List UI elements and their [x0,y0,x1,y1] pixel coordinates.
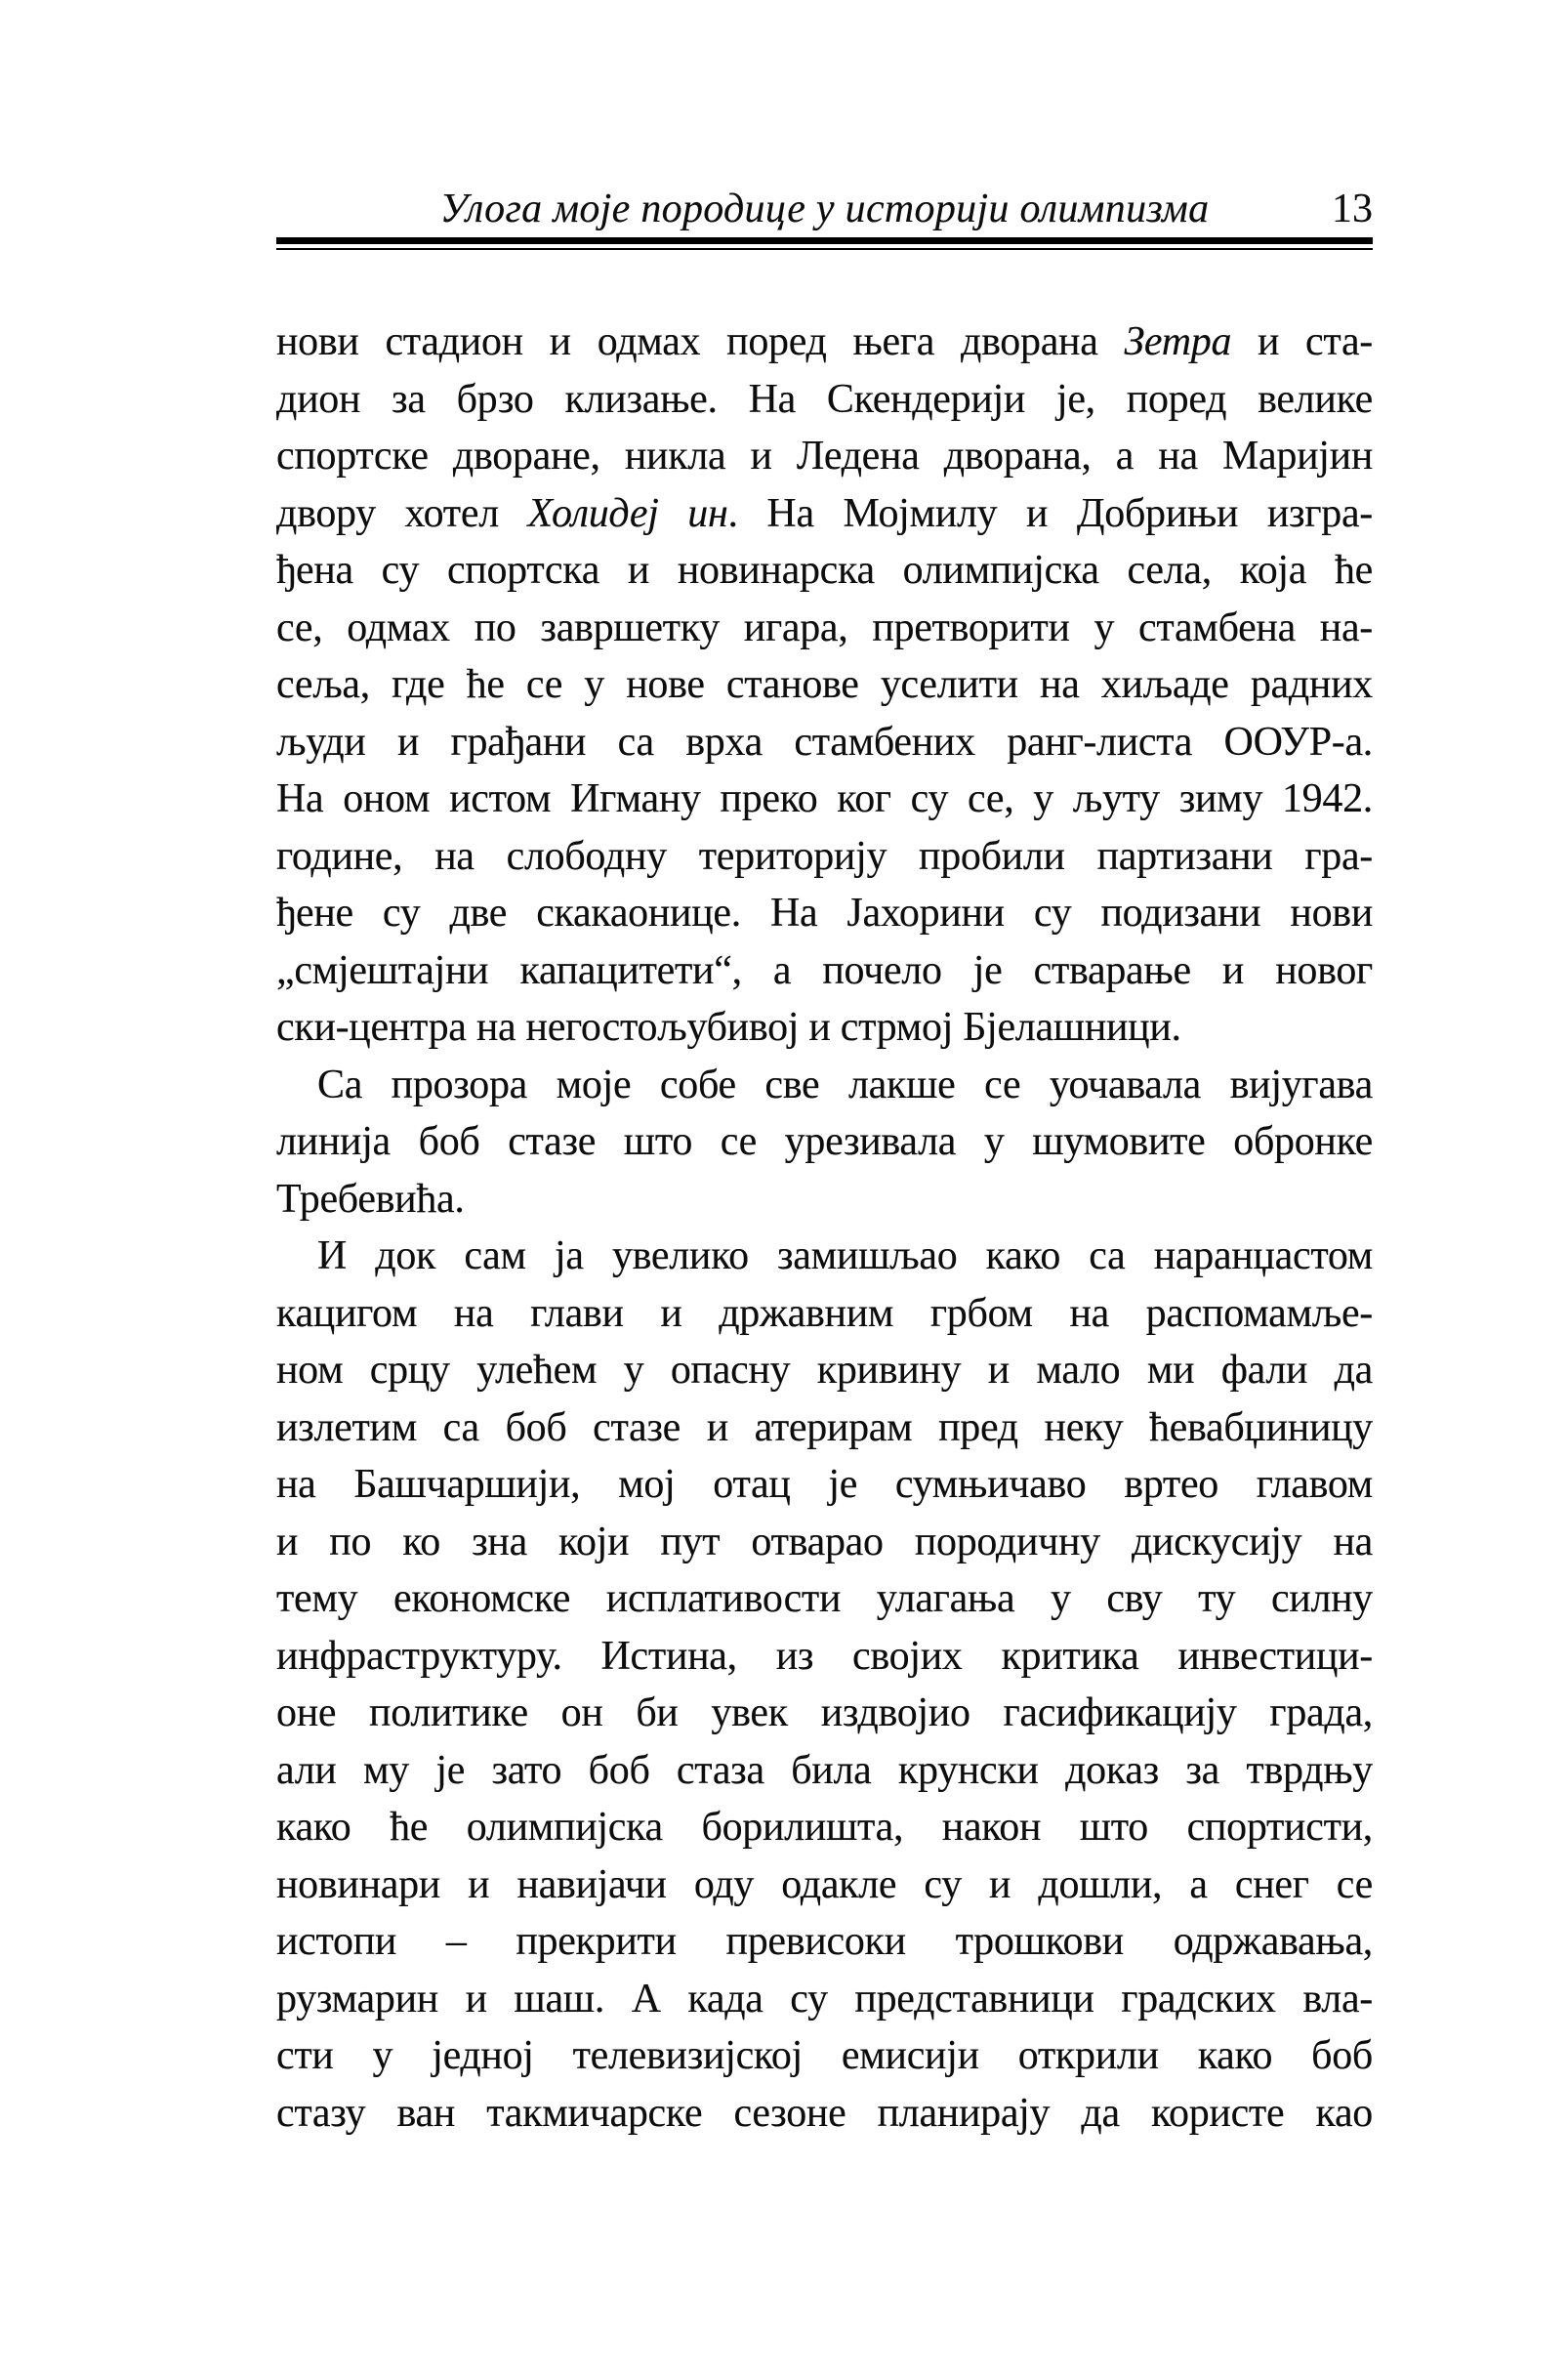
text-line: сеља, где ће се у нове станове уселити на хиљаде радних [276,662,1373,707]
text-line: али му је зато боб стаза била крунски доказ за тврдњу [276,1747,1373,1793]
text-line: ђена су спортска и новинарска олимпијска села, која ће [276,548,1373,593]
text-line: истопи – прекрити превисоки трошкови одржавања, [276,1919,1373,1964]
text-line: двору хотел Холидеј ин. На Мојмилу и Добрињи изгра- [276,490,1373,536]
text-line: људи и грађани са врха стамбених ранг-листа ООУР-а. [276,719,1373,765]
header-divider [276,237,1373,250]
text-line: дион за брзо клизање. На Скендерији је, поред велике [276,376,1373,422]
paragraph [276,1228,1373,2142]
divider-thin-line [276,248,1373,250]
text-line: нови стадион и одмах поред њега дворана Зетра и ста- [276,319,1373,364]
text-line: се, одмах по завршетку игара, претворити у стамбена на- [276,604,1373,650]
text-line: ђене су две скакаонице. На Јахорини су подизани нови [276,891,1373,936]
page-number: 13 [1332,187,1373,231]
text-line: оне политике он би увек издвојио гасификацију града, [276,1690,1373,1735]
text-line: кацигом на глави и државним грбом на распомамље- [276,1290,1373,1336]
body-text [276,313,1373,2142]
text-line: спортске дворане, никла и Ледена дворана, а на Маријин [276,434,1373,479]
text-line: тему економске исплативости улагања у сву ту силну [276,1576,1373,1621]
text-line: ном срцу улећем у опасну кривину и мало ми фали да [276,1348,1373,1393]
text-line: како ће олимпијска борилишта, након што спортисти, [276,1805,1373,1850]
text-line: и по ко зна који пут отварао породичну дискусију на [276,1519,1373,1564]
text-line: ски-центра на негостољубивој и стрмој Бјелашници. [276,1005,1181,1050]
text-line: инфраструктуру. Истина, из својих критика инвестици- [276,1633,1373,1679]
paragraph [276,1057,1373,1229]
text-line: новинари и навијачи оду одакле су и дошли, а снег се [276,1861,1373,1907]
text-line: сти у једној телевизијској емисији открили како боб [276,2033,1373,2078]
text-line: „смјештајни капацитети“, а почело је стварање и новог [276,947,1373,993]
text-line: године, на слободну територију пробили партизани гра- [276,833,1373,879]
text-line: Са прозора моје собе све лакше се уочавала вијугава [317,1062,1373,1107]
text-line: излетим са боб стазе и атерирам пред неку ћевабџиницу [276,1404,1373,1450]
text-line: И док сам ја увелико замишљао како са наранџастом [317,1233,1373,1278]
running-header [276,184,1373,238]
text-line: рузмарин и шаш. А када су представници градских вла- [276,1976,1373,2022]
text-line: линија боб стазе што се урезивала у шумовите обронке [276,1119,1373,1164]
header-title: Улога моје породице у историји олимпизма [439,187,1210,231]
text-line: стазу ван такмичарске сезоне планирају да користе као [276,2090,1373,2136]
paragraph [276,313,1373,1057]
text-line: На оном истом Игману преко ког су се, у љуту зиму 1942. [276,776,1373,821]
text-line: Требевића. [276,1176,465,1222]
divider-thick-line [276,237,1373,244]
text-line: на Башчаршији, мој отац је сумњичаво вртео главом [276,1462,1373,1507]
